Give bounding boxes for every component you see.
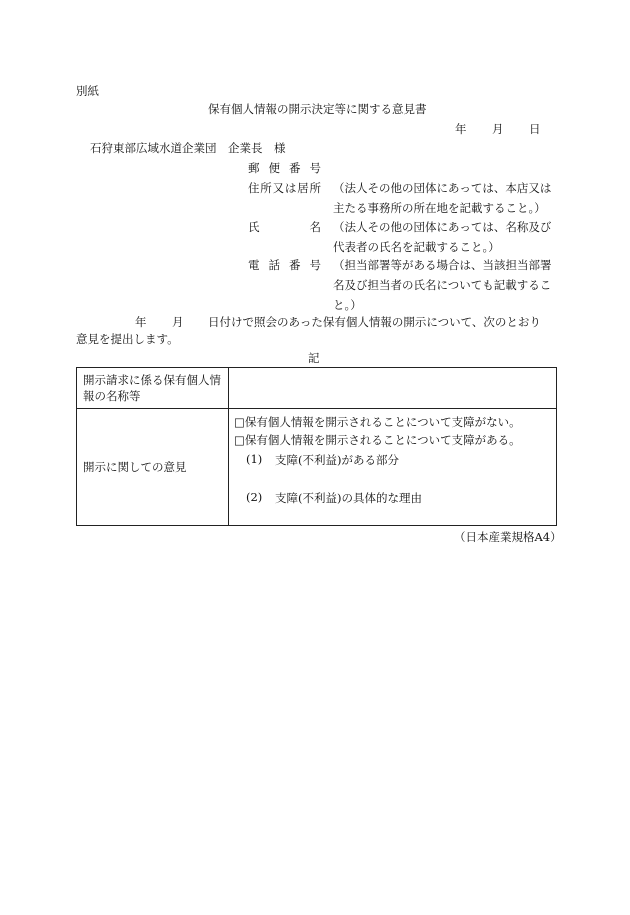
field-label-char: 住 <box>248 181 260 195</box>
option-no-issue[interactable]: □保有個人情報を開示されることについて支障がない。 <box>234 415 521 429</box>
field-label-char: 番 <box>289 161 301 175</box>
field-label-postal <box>248 160 321 176</box>
opinion-table <box>76 367 557 526</box>
attachment-label: 別紙 <box>76 84 99 98</box>
field-note-phone: （担当部署等がある場合は、当該担当部署名及び担当者の氏名についても記載すること。） <box>333 258 552 312</box>
field-label-char: 号 <box>309 161 321 175</box>
field-label-char: は <box>284 181 297 195</box>
sub-item-2-num: (2) <box>246 490 263 504</box>
date-day: 日 <box>529 122 541 136</box>
info-name-label: 開示請求に係る保有個人情報の名称等 <box>77 368 229 409</box>
footer-paper-size: （日本産業規格A4） <box>454 530 562 544</box>
field-label-char: 電 <box>248 258 260 272</box>
body-text: 日付けで照会のあった保有個人情報の開示について、次のとおり <box>208 315 541 329</box>
opinion-label: 開示に関しての意見 <box>77 409 229 526</box>
sub-item-1-text: 支障(不利益)がある部分 <box>275 453 399 467</box>
info-name-cell[interactable] <box>229 368 557 409</box>
body-year: 年 <box>135 315 147 329</box>
field-label-char: 所 <box>260 181 272 195</box>
field-label-char: 居 <box>297 181 309 195</box>
sub-item-2-text: 支障(不利益)の具体的な理由 <box>275 491 422 505</box>
field-note-name: （法人その他の団体にあっては、名称及び代表者の氏名を記載すること。） <box>333 220 552 254</box>
field-label-char: 番 <box>289 258 301 272</box>
date-month: 月 <box>492 122 504 136</box>
page-title: 保有個人情報の開示決定等に関する意見書 <box>208 102 427 116</box>
field-label-char: 氏 <box>248 220 260 234</box>
field-label-name <box>248 219 321 235</box>
body-text-line2: 意見を提出します。 <box>76 332 179 346</box>
field-label-char: 便 <box>268 161 280 175</box>
body-month: 月 <box>172 315 184 329</box>
ki-label: 記 <box>308 351 320 365</box>
sub-item-1-num: (1) <box>246 452 263 466</box>
table-row <box>77 368 557 409</box>
field-label-char: 郵 <box>248 161 260 175</box>
field-label-char: 又 <box>272 181 285 195</box>
field-label-char: 所 <box>309 181 321 195</box>
field-label-char: 名 <box>309 220 321 234</box>
field-note-address: （法人その他の団体にあっては、本店又は主たる事務所の所在地を記載すること。） <box>333 181 552 215</box>
field-label-address <box>248 180 321 196</box>
option-has-issue[interactable]: □保有個人情報を開示されることについて支障がある。 <box>234 433 521 447</box>
field-label-char: 号 <box>309 258 321 272</box>
field-label-phone <box>248 257 321 273</box>
opinion-cell <box>229 409 557 526</box>
table-row <box>77 409 557 526</box>
date-year: 年 <box>455 122 467 136</box>
addressee: 石狩東部広域水道企業団 企業長 様 <box>90 141 286 155</box>
field-label-char: 話 <box>268 258 280 272</box>
